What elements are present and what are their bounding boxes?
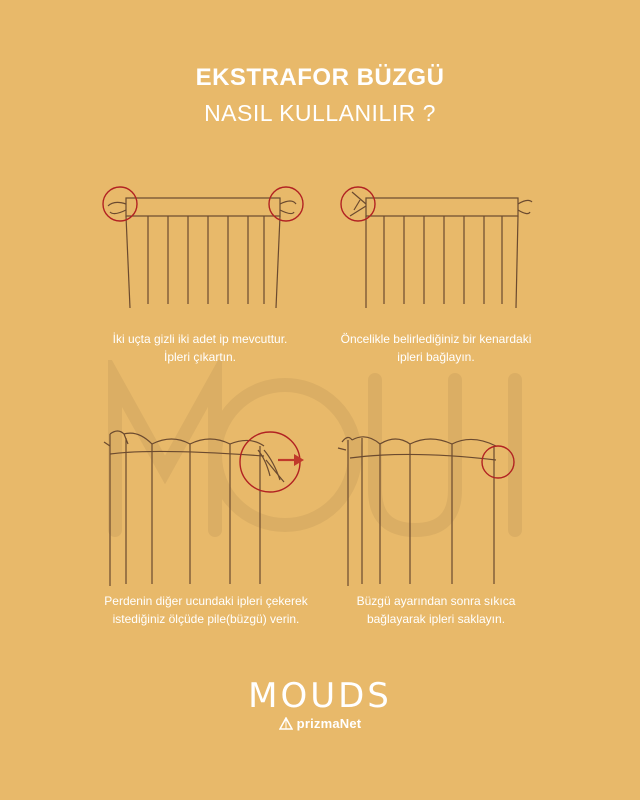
step-3-illustration [94,420,314,590]
step-3-caption-line-2: istediğiniz ölçüde pile(büzgü) verin. [112,612,300,626]
step-1-caption [70,330,330,366]
step-4-caption-line-1: Büzgü ayarından sonra sıkıca [356,594,516,608]
page-title: EKSTRAFOR BÜZGÜ [195,64,445,91]
brand-sub-name: prizmaNet [296,716,362,731]
step-4-caption [306,592,566,628]
step-2-caption [306,330,566,366]
step-2-caption-line-1: Öncelikle belirlediğiniz bir kenardaki [340,332,532,346]
step-2-caption-line-2: ipleri bağlayın. [397,350,475,364]
brand-name: MOUDS [248,676,392,716]
prizma-icon [279,717,293,731]
step-1-caption-line-1: İki uçta gizli iki adet ip mevcuttur. [112,332,288,346]
step-2-illustration [330,176,540,316]
step-3-caption [66,592,346,628]
step-1-caption-line-2: İpleri çıkartın. [163,350,237,364]
brand-sub-logo [279,716,362,731]
step-4-illustration [330,420,540,590]
step-1-illustration [96,176,306,316]
step-4-caption-line-2: bağlayarak ipleri saklayın. [366,612,506,626]
step-3-caption-line-1: Perdenin diğer ucundaki ipleri çekerek [104,594,308,608]
brand-logo [0,676,640,736]
page-subtitle: NASIL KULLANILIR ? [204,100,436,126]
